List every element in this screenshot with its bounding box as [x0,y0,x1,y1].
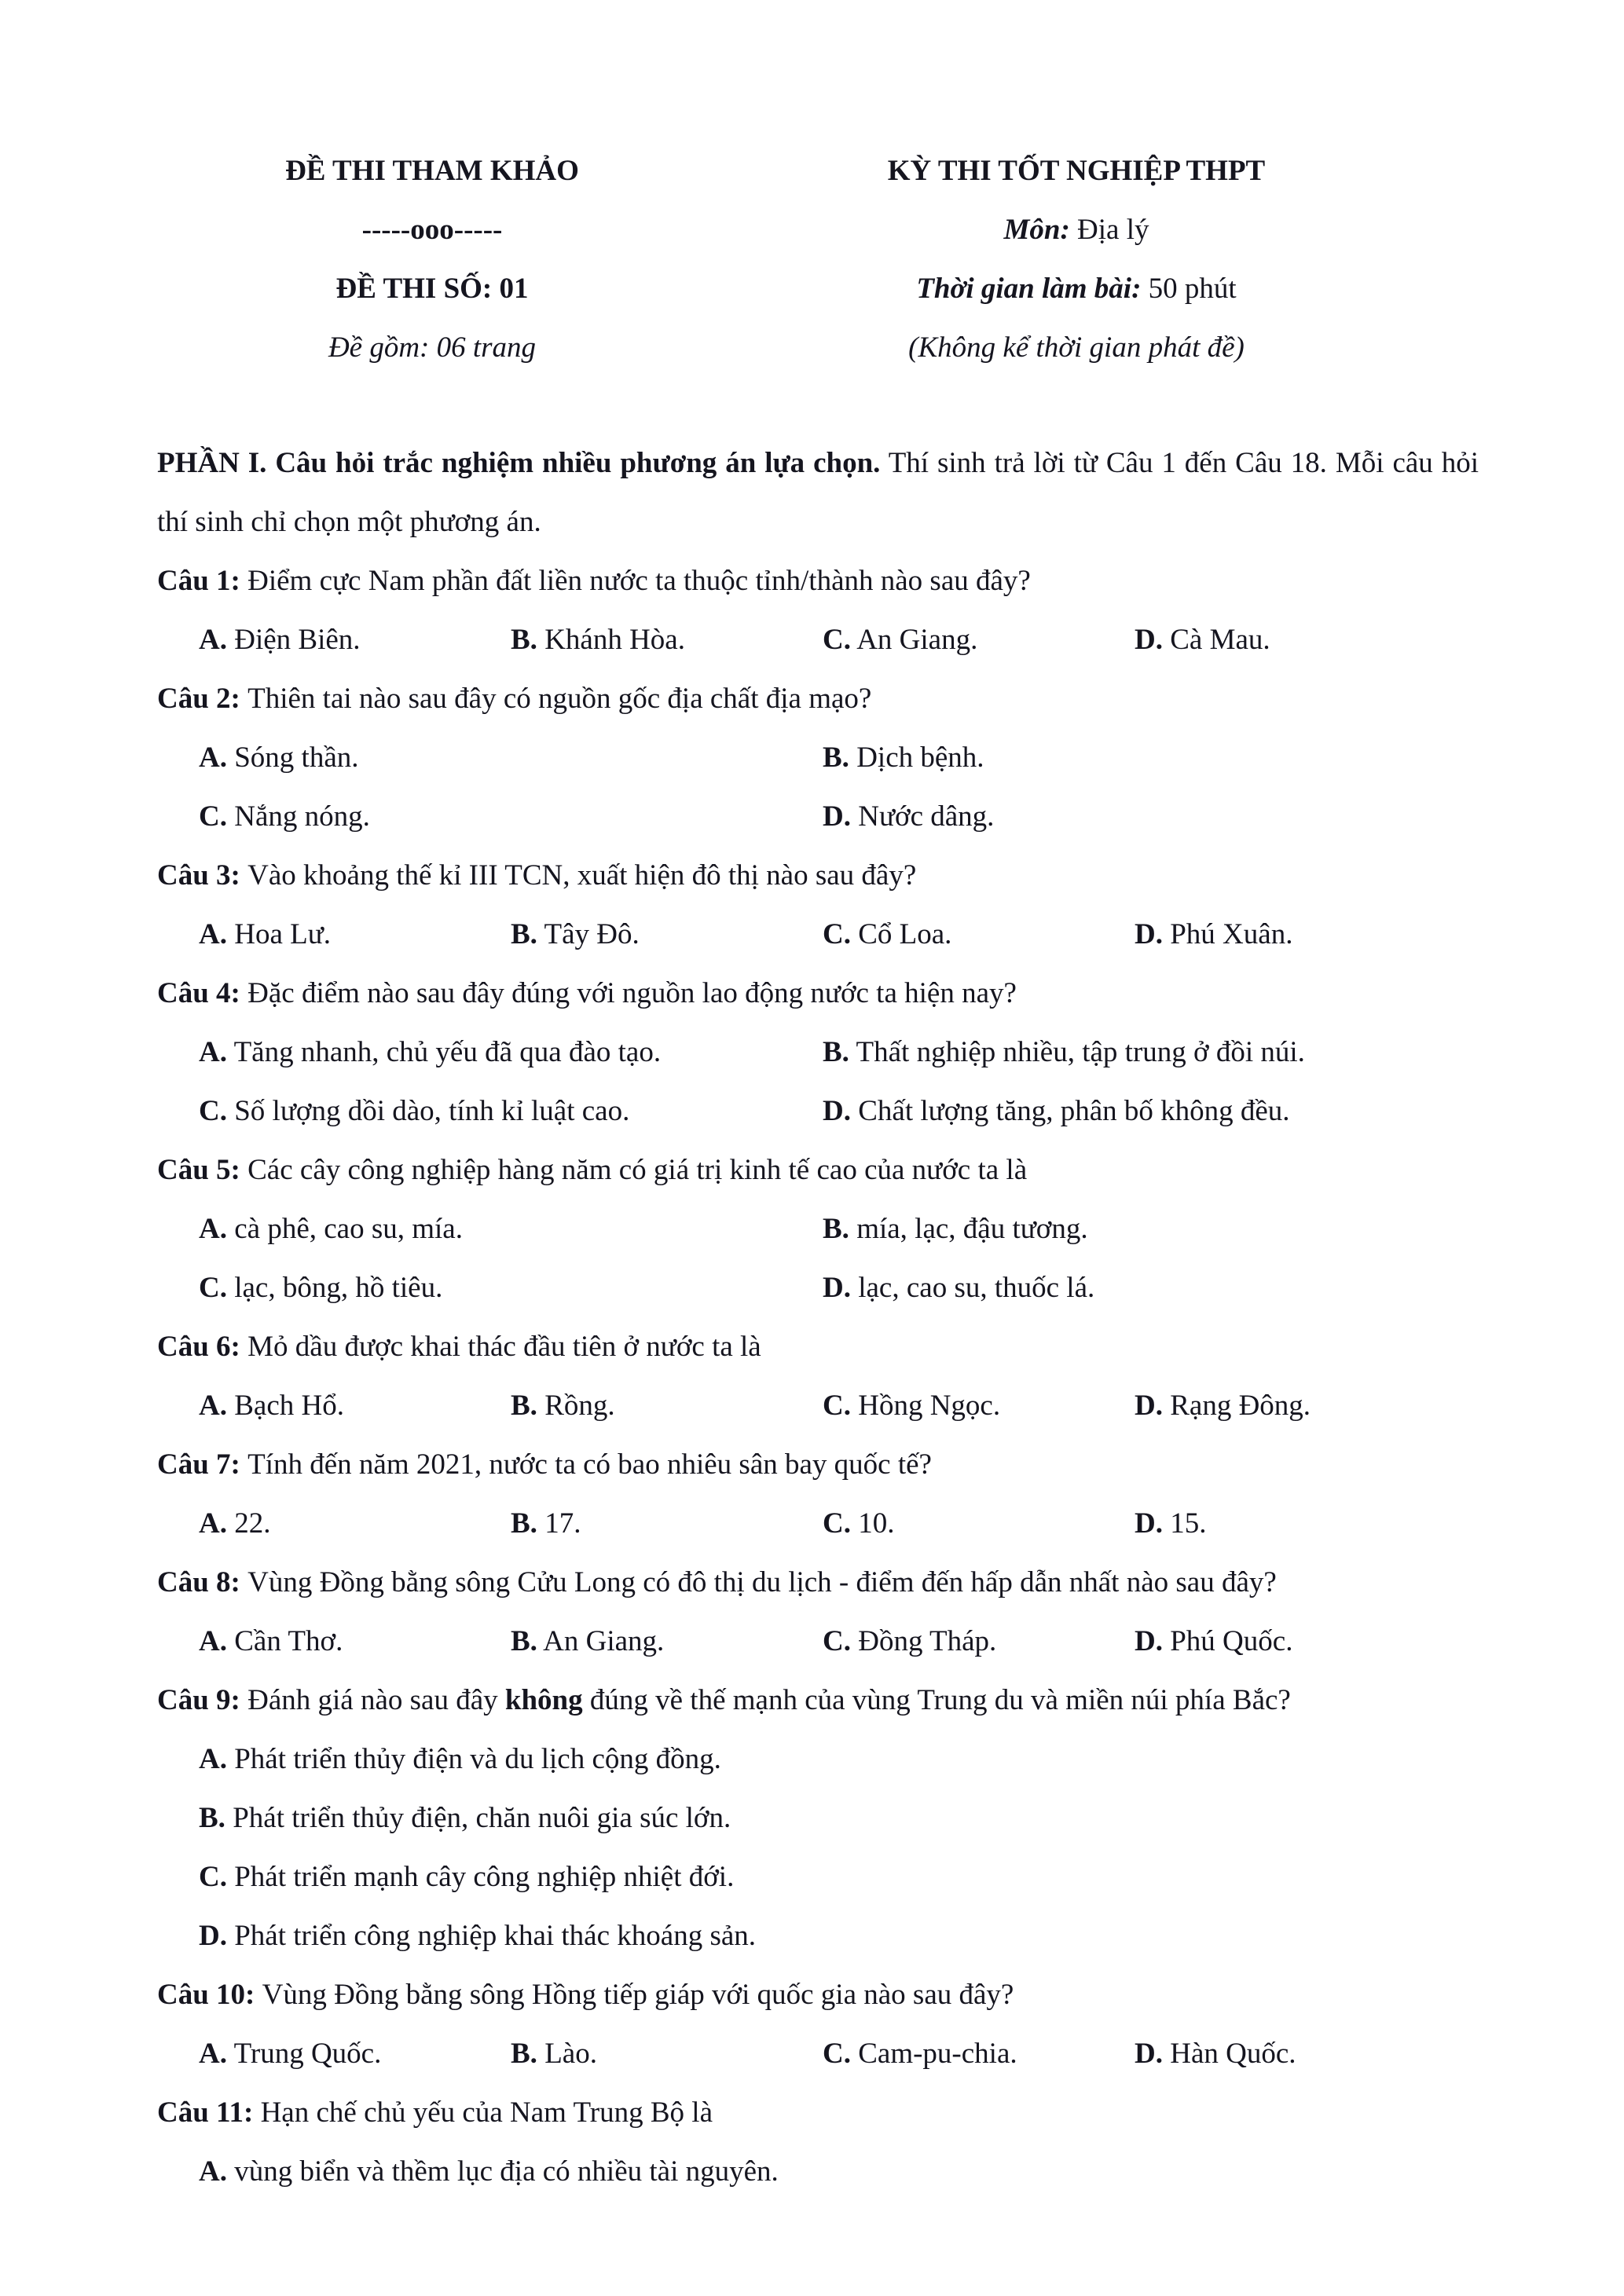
question-block [157,1141,1479,1317]
option-letter: D. [199,1920,227,1952]
answer-option: D. lạc, cao su, thuốc lá. [823,1272,1095,1304]
answer-option: B. Lào. [511,2038,597,2070]
question-number: Câu 6: [157,1331,248,1363]
questions-list [157,551,1479,2201]
duration-label: Thời gian làm bài: [916,273,1142,305]
question-text [157,964,1479,1023]
answer-option: B. mía, lạc, đậu tương. [823,1213,1088,1245]
question-number: Câu 8: [157,1566,248,1598]
answer-option: C. Nắng nóng. [199,800,370,833]
question-text-segment: Các cây công nghiệp hàng năm có giá trị kinh tế cao của nước ta là [247,1154,1028,1186]
option-letter: B. [823,1213,849,1245]
question-text-segment: Vùng Đồng bằng sông Hồng tiếp giáp với quốc gia nào sau đây? [262,1979,1014,2011]
exam-duration-line [707,259,1446,318]
answer-option: D. Phú Quốc. [1135,1625,1293,1657]
options-group [199,1376,1479,1435]
answer-option: A. Tăng nhanh, chủ yếu đã qua đào tạo. [199,1036,662,1068]
question-number: Câu 4: [157,977,248,1009]
option-letter: C. [823,624,851,656]
subject-label: Môn: [1003,214,1070,246]
answer-option: C. Cam-pu-chia. [823,2038,1017,2070]
question-text [157,1317,1479,1376]
answer-option: A. Cần Thơ. [199,1625,343,1657]
option-letter: B. [511,2038,537,2070]
question-block [157,964,1479,1141]
option-letter: C. [823,918,851,950]
answer-option: C. Cổ Loa. [823,918,952,950]
option-letter: A. [199,742,227,774]
options-group [199,1023,1479,1141]
question-text-segment: Tính đến năm 2021, nước ta có bao nhiêu sân bay quốc tế? [247,1448,932,1481]
option-letter: A. [199,624,227,656]
exam-header [157,141,1479,377]
answer-option: B. Thất nghiệp nhiều, tập trung ở đồi núi. [823,1036,1305,1068]
question-block [157,1671,1479,1965]
question-text-segment: Hạn chế chủ yếu của Nam Trung Bộ là [260,2096,713,2129]
exam-number: ĐỀ THI SỐ: 01 [335,273,529,305]
exam-pages-note: Đề gồm: 06 trang [328,331,537,364]
question-block [157,1435,1479,1553]
exam-duration-note: (Không kể thời gian phát đề) [908,331,1245,364]
option-letter: A. [199,1507,227,1540]
question-text [157,846,1479,905]
answer-option: B. Tây Đô. [511,918,640,950]
options-group [199,1730,1479,1965]
question-text [157,1141,1479,1199]
question-block [157,1965,1479,2083]
option-letter: D. [1135,918,1163,950]
option-letter: D. [1135,1625,1163,1657]
option-letter: D. [1135,624,1163,656]
option-letter: B. [823,1036,849,1068]
duration-value: 50 phút [1148,273,1237,305]
question-text [157,2083,1479,2142]
exam-session-title: KỲ THI TỐT NGHIỆP THPT [887,155,1266,187]
answer-option: D. Hàn Quốc. [1135,2038,1296,2070]
option-letter: C. [199,800,227,833]
answer-option: B. Dịch bệnh. [823,742,984,774]
option-letter: B. [823,742,849,774]
question-text-segment: Đánh giá nào sau đây [247,1684,505,1716]
question-number: Câu 5: [157,1154,248,1186]
question-block [157,1553,1479,1671]
option-letter: C. [823,2038,851,2070]
option-letter: A. [199,2155,227,2188]
option-letter: C. [823,1507,851,1540]
answer-option: C. Số lượng dồi dào, tính kỉ luật cao. [199,1095,630,1127]
answer-option: C. Phát triển mạnh cây công nghiệp nhiệt đới. [199,1861,735,1893]
question-text-segment: Vùng Đồng bằng sông Cửu Long có đô thị du lịch - điểm đến hấp dẫn nhất nào sau đây? [247,1566,1277,1598]
options-group [199,610,1479,669]
answer-option: A. Điện Biên. [199,624,361,656]
option-letter: A. [199,1390,227,1422]
exam-subject-line [707,200,1446,259]
options-group [199,1199,1479,1317]
option-letter: C. [823,1390,851,1422]
part-one-instructions: Thí sinh trả lời từ Câu 1 đến Câu 18. Mỗi câu hỏi thí sinh chỉ chọn một phương án. [157,447,1479,538]
exam-reference-title: ĐỀ THI THAM KHẢO [285,155,579,187]
question-block [157,1317,1479,1435]
option-letter: B. [511,918,537,950]
question-text-segment: Thiên tai nào sau đây có nguồn gốc địa chất địa mạo? [247,683,872,715]
answer-option: B. An Giang. [511,1625,665,1657]
option-letter: C. [823,1625,851,1657]
option-letter: A. [199,1036,227,1068]
options-group [199,1612,1479,1671]
option-letter: B. [511,624,537,656]
option-letter: C. [199,1095,227,1127]
options-group [199,2024,1479,2083]
question-text [157,551,1479,610]
question-text-emphasis: không [504,1684,583,1716]
header-right-block [707,141,1446,377]
answer-option: C. lạc, bông, hồ tiêu. [199,1272,443,1304]
question-text-segment: Điểm cực Nam phần đất liền nước ta thuộc tỉnh/thành nào sau đây? [247,565,1031,597]
question-number: Câu 1: [157,565,248,597]
question-text-segment: đúng về thế mạnh của vùng Trung du và miền núi phía Bắc? [582,1684,1291,1716]
question-text [157,1553,1479,1612]
answer-option: A. Phát triển thủy điện và du lịch cộng đồng. [199,1743,721,1775]
options-group [199,728,1479,846]
option-letter: D. [1135,1507,1163,1540]
answer-option: A. vùng biển và thềm lục địa có nhiều tài nguyên. [199,2155,779,2188]
option-letter: D. [823,1095,851,1127]
answer-option: A. Bạch Hổ. [199,1390,344,1422]
option-letter: D. [823,800,851,833]
question-text [157,1965,1479,2024]
answer-option: C. 10. [823,1507,895,1540]
answer-option: B. Khánh Hòa. [511,624,685,656]
options-group [199,905,1479,964]
option-letter: A. [199,1213,227,1245]
answer-option: C. Hồng Ngọc. [823,1390,1001,1422]
part-one-intro [157,434,1479,551]
question-text-segment: Đặc điểm nào sau đây đúng với nguồn lao động nước ta hiện nay? [247,977,1017,1009]
option-letter: B. [511,1390,537,1422]
part-one-heading: PHẦN I. Câu hỏi trắc nghiệm nhiều phương án lựa chọn. [157,447,881,479]
answer-option: B. 17. [511,1507,581,1540]
answer-option: A. cà phê, cao su, mía. [199,1213,463,1245]
question-text [157,669,1479,728]
option-letter: B. [511,1507,537,1540]
answer-option: C. Đồng Tháp. [823,1625,997,1657]
answer-option: D. Rạng Đông. [1135,1390,1311,1422]
option-letter: D. [1135,2038,1163,2070]
option-letter: C. [199,1861,227,1893]
question-number: Câu 2: [157,683,248,715]
answer-option: D. Phú Xuân. [1135,918,1293,950]
answer-option: B. Phát triển thủy điện, chăn nuôi gia súc lớn. [199,1802,731,1834]
option-letter: B. [199,1802,225,1834]
option-letter: A. [199,918,227,950]
answer-option: C. An Giang. [823,624,978,656]
question-block [157,2083,1479,2201]
question-block [157,846,1479,964]
subject-value: Địa lý [1077,214,1149,246]
question-number: Câu 10: [157,1979,262,2011]
answer-option: D. Phát triển công nghiệp khai thác khoáng sản. [199,1920,757,1952]
option-letter: C. [199,1272,227,1304]
question-text-segment: Mỏ dầu được khai thác đầu tiên ở nước ta là [247,1331,761,1363]
answer-option: D. 15. [1135,1507,1207,1540]
answer-option: A. Hoa Lư. [199,918,332,950]
option-letter: D. [823,1272,851,1304]
option-letter: A. [199,1625,227,1657]
answer-option: D. Chất lượng tăng, phân bố không đều. [823,1095,1290,1127]
question-number: Câu 3: [157,859,248,892]
question-number: Câu 7: [157,1448,248,1481]
option-letter: A. [199,1743,227,1775]
question-number: Câu 11: [157,2096,261,2129]
question-text-segment: Vào khoảng thế kỉ III TCN, xuất hiện đô thị nào sau đây? [247,859,917,892]
question-text [157,1435,1479,1494]
answer-option: D. Cà Mau. [1135,624,1270,656]
answer-option: A. 22. [199,1507,271,1540]
answer-option: D. Nước dâng. [823,800,995,833]
answer-option: B. Rồng. [511,1390,615,1422]
option-letter: D. [1135,1390,1163,1422]
option-letter: B. [511,1625,537,1657]
header-left-block [157,141,707,377]
header-separator: -----ooo----- [361,214,503,246]
answer-option: A. Sóng thần. [199,742,359,774]
option-letter: A. [199,2038,227,2070]
question-block [157,669,1479,846]
question-number: Câu 9: [157,1684,248,1716]
options-group [199,2142,1479,2201]
options-group [199,1494,1479,1553]
question-block [157,551,1479,669]
answer-option: A. Trung Quốc. [199,2038,382,2070]
question-text [157,1671,1479,1730]
